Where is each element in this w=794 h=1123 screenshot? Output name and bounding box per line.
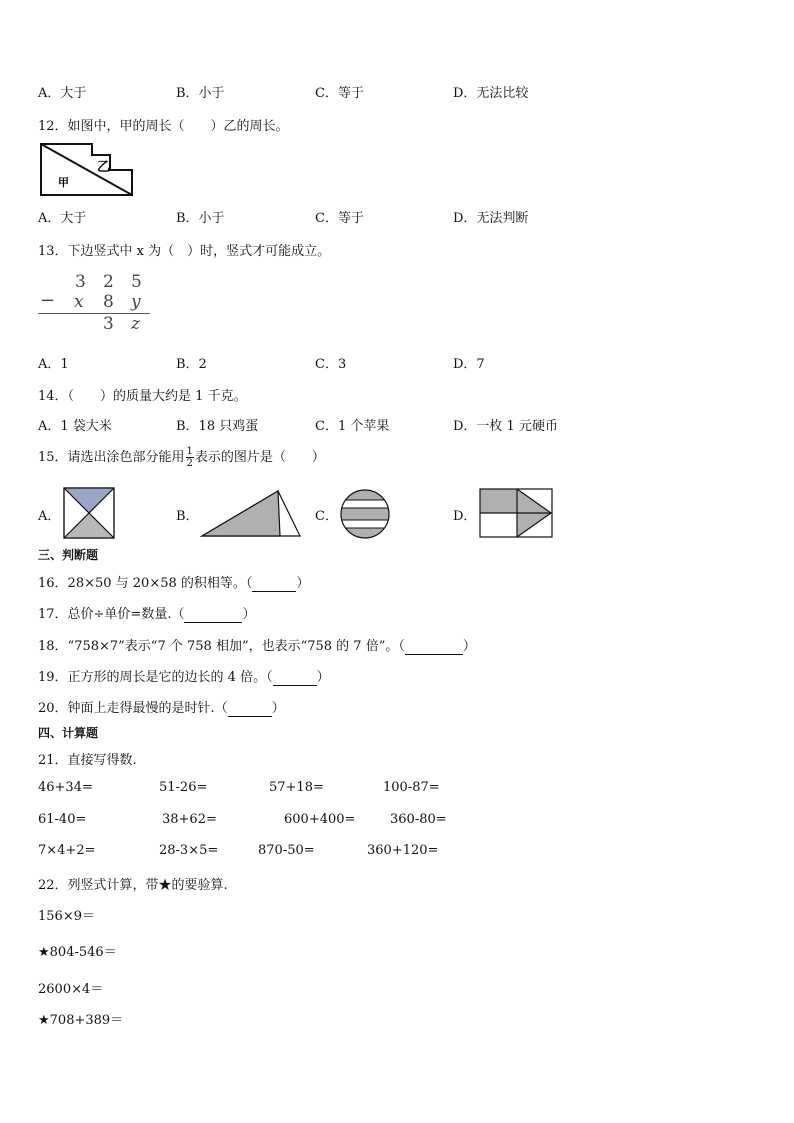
q21-item: 100-87= xyxy=(383,780,440,795)
q13-text: 13．下边竖式中 x 为（ ）时，竖式才可能成立。 xyxy=(38,244,331,259)
q18-close-paren: ） xyxy=(462,639,476,654)
q16-answer-blank[interactable] xyxy=(252,576,296,592)
q15-figure-c[interactable] xyxy=(339,488,391,540)
q15-fraction-numerator: 1 xyxy=(186,446,193,457)
q22-item: ★708+389＝ xyxy=(38,1013,124,1028)
q22-text: 22．列竖式计算，带★的要验算. xyxy=(38,878,228,893)
q13-digit: 2 xyxy=(103,272,114,292)
q15-figure-b[interactable] xyxy=(200,489,304,539)
q11-option-a[interactable]: A．大于 xyxy=(38,86,87,101)
q11-option-d[interactable]: D．无法比较 xyxy=(453,86,529,101)
q21-item: 46+34= xyxy=(38,780,93,795)
q17-line xyxy=(38,603,255,623)
q12-option-a[interactable]: A．大于 xyxy=(38,211,87,226)
q21-item: 61-40= xyxy=(38,812,87,827)
q21-item: 360-80= xyxy=(390,812,447,827)
q13-option-b[interactable]: B．2 xyxy=(176,357,207,372)
q18-line xyxy=(38,635,476,655)
q12-label-yi: 乙 xyxy=(97,160,111,175)
q21-item: 28-3×5= xyxy=(159,843,219,858)
q14-option-d[interactable]: D．一枚 1 元硬币 xyxy=(453,419,558,434)
q21-item: 57+18= xyxy=(269,780,324,795)
q18-text: 18．“758×7”表示“7 个 758 相加”，也表示“758 的 7 倍”。（ xyxy=(38,639,405,654)
q20-close-paren: ） xyxy=(271,701,285,716)
q13-option-a[interactable]: A．1 xyxy=(38,357,69,372)
q12-option-d[interactable]: D．无法判断 xyxy=(453,211,529,226)
q16-line xyxy=(38,572,309,592)
q15-text-before: 15．请选出涂色部分能用 xyxy=(38,450,185,465)
q17-answer-blank[interactable] xyxy=(184,607,242,623)
q15-text-after: 表示的图片是（ ） xyxy=(194,450,325,465)
q19-text: 19．正方形的周长是它的边长的 4 倍。（ xyxy=(38,670,273,685)
q12-text: 12．如图中，甲的周长（ ）乙的周长。 xyxy=(38,119,289,134)
q21-text: 21．直接写得数. xyxy=(38,753,137,768)
q15-option-d[interactable]: D． xyxy=(453,509,477,524)
q12-option-b[interactable]: B．小于 xyxy=(176,211,225,226)
q13-digit: 3 xyxy=(75,272,86,292)
q15-option-a[interactable]: A． xyxy=(38,509,61,524)
q14-option-b[interactable]: B．18 只鸡蛋 xyxy=(176,419,259,434)
q21-item: 38+62= xyxy=(162,812,217,827)
q13-option-d[interactable]: D．7 xyxy=(453,357,485,372)
q22-item: ★804-546＝ xyxy=(38,945,117,960)
q21-item: 51-26= xyxy=(159,780,208,795)
q22-item: 2600×4＝ xyxy=(38,982,104,997)
q16-text: 16．28×50 与 20×58 的积相等。（ xyxy=(38,576,253,591)
q15-option-b[interactable]: B． xyxy=(176,509,199,524)
q21-item: 600+400= xyxy=(284,812,356,827)
q15-fraction xyxy=(186,446,194,469)
q14-option-a[interactable]: A．1 袋大米 xyxy=(38,419,112,434)
section-3-heading: 三、判断题 xyxy=(38,548,99,562)
q12-option-c[interactable]: C．等于 xyxy=(315,211,364,226)
q11-option-b[interactable]: B．小于 xyxy=(176,86,225,101)
q21-item: 7×4+2= xyxy=(38,843,96,858)
q13-option-c[interactable]: C．3 xyxy=(315,357,347,372)
q21-item: 870-50= xyxy=(258,843,315,858)
q19-line xyxy=(38,666,330,686)
q22-item: 156×9＝ xyxy=(38,909,95,924)
q17-close-paren: ） xyxy=(242,607,256,622)
q13-digit: x xyxy=(74,292,84,312)
q15-figure-a[interactable] xyxy=(63,487,115,539)
q15-option-c[interactable]: C． xyxy=(315,509,338,524)
q18-answer-blank[interactable] xyxy=(405,639,463,655)
q16-close-paren: ） xyxy=(296,576,310,591)
q19-close-paren: ） xyxy=(316,670,330,685)
q15-figure-d[interactable] xyxy=(479,488,553,538)
q12-label-jia: 甲 xyxy=(58,176,69,189)
q15-fraction-denominator: 2 xyxy=(186,458,193,469)
q21-item: 360+120= xyxy=(367,843,439,858)
q13-digit: 3 xyxy=(103,314,114,334)
q17-text: 17．总价÷单价=数量.（ xyxy=(38,607,185,622)
section-4-heading: 四、计算题 xyxy=(38,726,99,740)
q13-minus-sign: − xyxy=(40,290,56,311)
q20-answer-blank[interactable] xyxy=(228,701,272,717)
q13-digit: z xyxy=(131,314,140,334)
q11-option-c[interactable]: C．等于 xyxy=(315,86,364,101)
q15-text xyxy=(38,446,325,469)
q20-line xyxy=(38,697,285,717)
q14-text: 14．（ ）的质量大约是 1 千克。 xyxy=(38,389,247,404)
q14-option-c[interactable]: C．1 个苹果 xyxy=(315,419,390,434)
q13-digit: 8 xyxy=(103,292,114,312)
q19-answer-blank[interactable] xyxy=(273,670,317,686)
q12-figure xyxy=(40,143,134,197)
q20-text: 20．钟面上走得最慢的是时针.（ xyxy=(38,701,228,716)
q13-digit: 5 xyxy=(131,272,142,292)
q13-digit: y xyxy=(131,292,141,312)
